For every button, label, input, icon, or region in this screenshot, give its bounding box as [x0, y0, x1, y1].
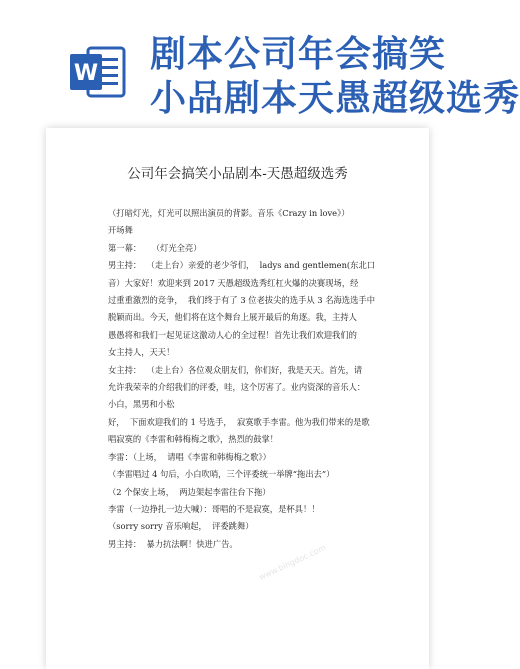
body-line: 开场舞	[108, 225, 133, 236]
body-line: 男主持： （走上台）亲爱的老少爷们， ladys and gentlemen(东北口	[108, 260, 376, 271]
body-line: （sorry sorry 音乐响起， 评委跳舞）	[108, 521, 254, 532]
body-line: 音）大家好！欢迎来到 2017 天愚超级选秀红杠火爆的决赛现场，经	[108, 277, 359, 288]
svg-text:W: W	[73, 61, 99, 86]
body-line: 好， 下面欢迎我们的 1 号选手， 寂寞歌手李雷。他为我们带来的是歌	[108, 416, 370, 427]
body-line: 小白，黑男和小松	[108, 399, 175, 410]
document-body	[108, 205, 408, 553]
body-line: 女主持人，天天！	[108, 347, 175, 358]
body-line: 唱寂寞的《李雷和韩梅梅之歌》，热烈的鼓掌！	[108, 434, 279, 445]
body-line: 脱颖而出。今天，他们将在这个舞台上展开最后的角逐。我，主持人	[108, 312, 357, 323]
word-document-icon	[66, 40, 130, 104]
banner-title-line-1: 剧本公司年会搞笑	[150, 34, 447, 75]
body-line: （李雷唱过 4 句后，小白吹哨，三个评委统一举牌“拖出去”）	[108, 469, 335, 480]
watermark: www.bingdoc.com	[257, 543, 328, 582]
body-line: （2 个保安上场， 两边架起李雷往台下拖）	[108, 486, 271, 497]
body-line: 愚愚将和我们一起见证这激动人心的全过程！首先让我们欢迎我们的	[108, 329, 357, 340]
body-line: 允许我荣幸的介绍我们的评委，哇，这个厉害了。业内资深的音乐人：	[108, 382, 366, 393]
document-page	[46, 128, 429, 669]
body-line: 男主持： 暴力抗法啊！快进广告。	[108, 538, 238, 549]
body-line: 李雷：（上场， 请唱《李雷和韩梅梅之歌》）	[108, 451, 271, 462]
document-title: 公司年会搞笑小品剧本-天愚超级选秀	[127, 166, 348, 182]
body-line: 女主持： （走上台）各位观众朋友们，你们好，我是天天。首先，请	[108, 364, 363, 375]
title-banner	[0, 0, 520, 130]
banner-title-line-2: 小品剧本天愚超级选秀	[150, 78, 520, 119]
body-line: （打暗灯光，灯光可以照出演员的背影。音乐《Crazy in love》）	[108, 208, 350, 218]
body-line: 过重重激烈的竞争， 我们终于有了 3 位老拔尖的选手从 3 名海选选手中	[108, 295, 375, 306]
body-line: 第一幕： （灯光全亮）	[108, 242, 202, 253]
body-line: 李雷（一边挣扎一边大喊）：哥唱的不是寂寞，是杯具！！	[108, 503, 320, 514]
